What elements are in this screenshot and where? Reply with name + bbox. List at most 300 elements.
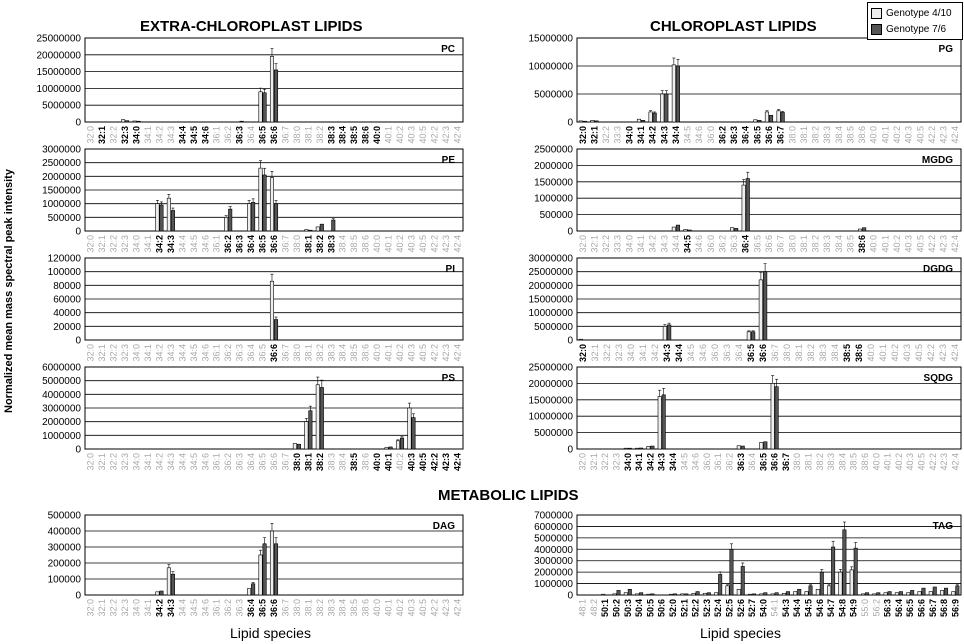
bar-mgdg-genotype-7-6-36-3 xyxy=(734,228,737,231)
bar-dgdg-genotype-4-10-36-5 xyxy=(747,332,751,340)
x-tick-label: 54:3 xyxy=(780,599,791,618)
x-tick-label: 36:3 xyxy=(234,126,245,145)
x-tick-label: 42:4 xyxy=(452,344,463,362)
panel-dgdg xyxy=(529,254,962,363)
y-tick-label: 7000000 xyxy=(534,510,573,522)
x-tick-label: 34:6 xyxy=(200,453,211,471)
y-tick-label: 2500000 xyxy=(42,158,81,170)
x-tick-label: 34:6 xyxy=(200,599,211,617)
x-tick-label: 34:0 xyxy=(131,453,142,471)
legend-swatch-dark xyxy=(871,24,882,35)
y-tick-label: 15000000 xyxy=(528,294,573,306)
y-tick-label: 15000000 xyxy=(528,395,573,407)
x-tick-label: 34:0 xyxy=(131,235,142,253)
x-tick-label: 40:3 xyxy=(902,344,912,362)
x-tick-label: 32:3 xyxy=(611,453,622,471)
bar-ps-genotype-4-10-40-1 xyxy=(385,448,388,449)
x-tick-label: 32:0 xyxy=(85,126,96,144)
bar-sqdg-genotype-7-6-34-0 xyxy=(628,448,631,449)
x-tick-label: 34:1 xyxy=(143,235,153,253)
x-tick-label: 34:4 xyxy=(177,453,188,471)
x-tick-label: 34:1 xyxy=(636,235,646,253)
bar-tag-genotype-4-10-56-9 xyxy=(952,592,955,595)
panel-pg xyxy=(529,34,962,145)
y-tick-label: 0 xyxy=(75,117,81,129)
x-tick-label: 40:5 xyxy=(417,126,428,144)
bar-tag-genotype-7-6-54-0 xyxy=(764,593,767,595)
x-tick-label: 38:6 xyxy=(360,344,371,362)
bar-tag-genotype-7-6-56-6 xyxy=(922,588,925,595)
bar-tag-genotype-4-10-54-7 xyxy=(827,586,830,595)
x-tick-label: 50:4 xyxy=(634,599,645,618)
x-tick-label: 32:1 xyxy=(97,126,108,145)
panel-title-pg: PG xyxy=(938,44,953,55)
x-tick-label: 38:5 xyxy=(845,126,856,144)
y-tick-label: 0 xyxy=(567,117,573,129)
x-tick-label: 38:6 xyxy=(857,235,868,254)
x-tick-label: 34:5 xyxy=(188,599,199,617)
x-tick-label: 33:3 xyxy=(612,235,623,253)
x-tick-label: 32:1 xyxy=(589,126,600,145)
x-tick-label: 36:0 xyxy=(701,453,712,471)
y-tick-label: 0 xyxy=(567,335,573,347)
x-tick-label: 38:6 xyxy=(360,453,371,471)
x-tick-label: 32:1 xyxy=(97,235,108,253)
x-tick-label: 34:3 xyxy=(165,235,176,254)
bar-pe-genotype-7-6-38-3 xyxy=(332,220,335,231)
y-tick-label: 0 xyxy=(75,335,81,347)
x-tick-label: 38:1 xyxy=(303,126,314,144)
x-tick-label: 54:7 xyxy=(826,599,837,618)
bar-sqdg-genotype-7-6-36-6 xyxy=(775,387,778,449)
x-tick-label: 36:2 xyxy=(724,453,735,471)
bar-pg-genotype-4-10-34-1 xyxy=(637,119,640,122)
y-tick-label: 4000000 xyxy=(534,544,573,556)
x-tick-label: 36:3 xyxy=(234,235,245,254)
x-tick-label: 38:3 xyxy=(822,126,833,144)
x-tick-label: 34:5 xyxy=(682,126,693,144)
x-tick-label: 32:3 xyxy=(120,599,131,617)
x-tick-label: 56:2 xyxy=(871,599,882,617)
bar-sqdg-genotype-7-6-34-3 xyxy=(662,395,665,449)
x-tick-label: 32:0 xyxy=(577,235,588,253)
y-tick-label: 500000 xyxy=(47,510,81,522)
x-tick-label: 50:3 xyxy=(622,599,633,618)
bar-pg-genotype-4-10-36-5 xyxy=(754,120,757,122)
x-tick-label: 36:5 xyxy=(752,126,763,145)
bar-tag-genotype-4-10-54-6 xyxy=(816,589,819,595)
plot-frame xyxy=(577,515,961,595)
x-tick-label: 36:2 xyxy=(717,126,728,145)
bar-mgdg-genotype-4-10-38-6 xyxy=(858,229,861,231)
bar-tag-genotype-4-10-52-2 xyxy=(692,593,695,595)
x-tick-label: 40:0 xyxy=(868,235,879,253)
x-tick-label: 42:3 xyxy=(939,453,950,471)
x-tick-label: 32:1 xyxy=(97,344,108,362)
bar-tag-genotype-7-6-52-4 xyxy=(718,574,721,595)
x-tick-label: 40:5 xyxy=(914,344,924,362)
bar-tag-genotype-4-10-54-8 xyxy=(839,572,842,595)
bar-ps-genotype-7-6-38-2 xyxy=(320,388,323,450)
x-tick-label: 40:3 xyxy=(406,453,417,472)
x-tick-label: 34:0 xyxy=(626,344,636,362)
y-tick-label: 10000000 xyxy=(528,411,573,423)
x-tick-label: 55:0 xyxy=(860,599,870,617)
x-tick-label: 32:0 xyxy=(85,599,96,617)
x-tick-label: 36:4 xyxy=(740,235,751,254)
y-tick-label: 0 xyxy=(567,444,573,456)
x-tick-label: 38:2 xyxy=(314,126,325,144)
bar-pe-genotype-4-10-38-2 xyxy=(316,227,319,231)
panel-ps xyxy=(42,363,463,472)
x-tick-label: 36:0 xyxy=(705,126,716,144)
bar-tag-genotype-7-6-54-3 xyxy=(786,592,789,595)
x-tick-label: 38:6 xyxy=(860,453,870,471)
x-tick-label: 38:0 xyxy=(291,453,302,472)
y-tick-label: 20000000 xyxy=(528,378,573,390)
bar-pc-genotype-4-10-36-6 xyxy=(270,56,273,122)
bar-pc-genotype-7-6-36-6 xyxy=(274,70,277,122)
x-tick-label: 40:2 xyxy=(892,126,902,144)
bar-ps-genotype-7-6-38-0 xyxy=(297,444,300,449)
x-tick-label: 38:3 xyxy=(326,599,337,617)
x-tick-label: 40:3 xyxy=(406,126,417,144)
legend xyxy=(867,2,963,40)
x-tick-label: 32:3 xyxy=(120,453,131,471)
x-tick-label: 38:1 xyxy=(798,126,809,144)
x-tick-label: 38:4 xyxy=(830,344,840,362)
x-tick-label: 38:1 xyxy=(303,235,314,254)
x-tick-label: 40:1 xyxy=(383,453,394,472)
y-tick-label: 5000000 xyxy=(534,89,573,101)
bar-ps-genotype-7-6-40-3 xyxy=(412,418,415,449)
y-tick-label: 2000000 xyxy=(42,171,81,183)
y-tick-label: 500000 xyxy=(47,212,81,224)
x-tick-label: 52:2 xyxy=(690,599,701,618)
x-tick-label: 34:1 xyxy=(143,599,153,617)
y-tick-label: 25000000 xyxy=(528,267,573,279)
x-tick-label: 38:2 xyxy=(810,235,821,253)
x-tick-label: 34:2 xyxy=(154,599,165,618)
bar-tag-genotype-4-10-55-0 xyxy=(861,594,864,595)
x-tick-label: 32:0 xyxy=(577,126,588,145)
bar-dag-genotype-4-10-34-3 xyxy=(167,568,170,595)
x-tick-label: 38:3 xyxy=(822,235,833,253)
bar-pe-genotype-4-10-34-2 xyxy=(156,204,159,231)
x-tick-label: 40:5 xyxy=(417,235,428,253)
x-tick-label: 36:3 xyxy=(729,126,740,145)
x-tick-label: 34:6 xyxy=(200,126,211,145)
x-tick-label: 38:5 xyxy=(349,235,360,253)
bar-tag-genotype-7-6-50-3 xyxy=(628,589,631,595)
x-tick-label: 36:2 xyxy=(717,235,728,253)
y-tick-label: 1000000 xyxy=(534,579,573,591)
x-tick-label: 52:3 xyxy=(701,599,712,618)
x-tick-label: 40:1 xyxy=(880,126,891,144)
bar-mgdg-genotype-7-6-36-4 xyxy=(746,179,749,231)
x-tick-label: 32:2 xyxy=(108,599,119,617)
bar-dag-genotype-4-10-36-5 xyxy=(259,555,262,595)
panel-mgdg xyxy=(534,145,961,254)
x-tick-label: 36:4 xyxy=(734,344,744,362)
x-tick-label: 38:6 xyxy=(360,599,371,617)
x-tick-label: 32:1 xyxy=(589,235,600,253)
x-tick-label: 42:4 xyxy=(950,235,961,253)
y-tick-label: 1000000 xyxy=(534,193,573,205)
bar-sqdg-genotype-4-10-34-2 xyxy=(647,446,650,449)
bar-pg-genotype-7-6-36-6 xyxy=(769,115,772,122)
x-tick-label: 34:5 xyxy=(686,344,696,362)
x-tick-label: 42:3 xyxy=(938,344,948,362)
bar-sqdg-genotype-7-6-36-5 xyxy=(764,442,767,449)
bar-tag-genotype-7-6-56-4 xyxy=(899,592,902,595)
x-tick-label: 54:9 xyxy=(848,599,859,618)
x-tick-label: 38:3 xyxy=(326,235,337,254)
x-tick-label: 38:2 xyxy=(314,344,325,362)
bar-tag-genotype-7-6-55-0 xyxy=(865,593,868,595)
bar-ps-genotype-4-10-38-2 xyxy=(316,385,319,449)
bar-tag-genotype-7-6-52-1 xyxy=(685,594,688,595)
x-tick-label: 50:6 xyxy=(656,599,667,618)
bar-tag-genotype-4-10-54-9 xyxy=(850,570,853,595)
x-tick-label: 36:3 xyxy=(234,344,245,362)
panel-pi xyxy=(48,254,463,363)
bar-pe-genotype-7-6-38-1 xyxy=(309,230,312,231)
y-tick-label: 5000000 xyxy=(42,100,81,112)
x-tick-label: 54:4 xyxy=(792,599,803,618)
x-tick-label: 38:4 xyxy=(337,453,348,471)
bar-tag-genotype-4-10-56-3 xyxy=(884,593,887,595)
y-tick-label: 100000 xyxy=(47,574,81,586)
x-tick-label: 34:6 xyxy=(694,126,705,144)
panel-title-ps: PS xyxy=(441,373,455,384)
x-tick-label: 40:0 xyxy=(372,599,383,617)
bar-dag-genotype-7-6-36-6 xyxy=(274,544,277,595)
legend-label-genotype-4-10: Genotype 4/10 xyxy=(886,7,952,19)
bar-dgdg-genotype-4-10-36-6 xyxy=(759,280,763,340)
bar-tag-genotype-4-10-50-2 xyxy=(613,594,616,595)
x-tick-label: 34:6 xyxy=(694,235,705,253)
x-tick-label: 38:6 xyxy=(854,344,864,363)
x-tick-label: 32:3 xyxy=(120,344,131,362)
x-tick-label: 38:6 xyxy=(857,126,868,144)
panel-title-dgdg: DGDG xyxy=(923,264,953,275)
plot-frame xyxy=(577,38,961,122)
x-tick-label: 38:0 xyxy=(792,453,803,471)
x-tick-label: 38:1 xyxy=(303,599,314,617)
y-tick-label: 15000000 xyxy=(36,67,81,79)
x-tick-label: 38:1 xyxy=(803,453,814,471)
x-tick-label: 38:1 xyxy=(798,235,809,253)
x-tick-label: 36:7 xyxy=(280,599,291,617)
x-tick-label: 40:0 xyxy=(866,344,876,362)
x-tick-label: 34:2 xyxy=(154,344,165,362)
x-tick-label: 36:6 xyxy=(764,235,774,253)
bar-tag-genotype-7-6-52-6 xyxy=(741,566,744,595)
x-tick-label: 32:0 xyxy=(578,344,588,363)
x-tick-label: 38:4 xyxy=(337,126,348,145)
x-tick-label: 36:7 xyxy=(280,453,291,471)
x-tick-label: 38:2 xyxy=(806,344,816,362)
panel-dag xyxy=(48,511,463,618)
bar-pe-genotype-7-6-34-3 xyxy=(171,211,174,232)
bar-tag-genotype-7-6-50-2 xyxy=(617,590,620,595)
x-tick-label: 56:5 xyxy=(905,599,916,618)
y-tick-label: 5000000 xyxy=(534,428,573,440)
bar-pg-genotype-4-10-36-6 xyxy=(765,112,768,122)
x-tick-label: 38:0 xyxy=(291,126,302,144)
bar-pg-genotype-7-6-36-7 xyxy=(781,112,784,122)
x-tick-label: 56:6 xyxy=(916,599,927,618)
y-tick-label: 120000 xyxy=(47,253,81,265)
x-tick-label: 38:4 xyxy=(837,453,848,471)
x-tick-label: 52:7 xyxy=(747,599,758,618)
y-tick-label: 25000000 xyxy=(36,33,81,45)
x-tick-label: 52:1 xyxy=(679,599,690,618)
x-tick-label: 38:3 xyxy=(826,453,837,471)
bar-tag-genotype-4-10-50-4 xyxy=(635,594,638,595)
x-tick-label: 42:2 xyxy=(429,599,440,617)
x-tick-label: 36:2 xyxy=(223,235,234,254)
y-tick-label: 2000000 xyxy=(534,160,573,172)
x-tick-label: 38:5 xyxy=(349,344,360,362)
x-tick-label: 38:0 xyxy=(787,235,798,253)
y-tick-label: 0 xyxy=(75,226,81,238)
x-tick-label: 40:0 xyxy=(871,453,882,471)
legend-label-genotype-7-6: Genotype 7/6 xyxy=(886,23,947,35)
x-tick-label: 38:5 xyxy=(845,235,856,253)
x-tick-label: 34:5 xyxy=(188,344,199,362)
x-tick-label: 40:2 xyxy=(395,453,405,471)
x-tick-label: 40:3 xyxy=(903,126,914,144)
x-tick-label: 32:0 xyxy=(577,453,588,471)
x-tick-label: 34:1 xyxy=(634,453,645,472)
x-tick-label: 34:5 xyxy=(679,453,690,471)
x-tick-label: 40:2 xyxy=(892,235,902,253)
bar-pc-genotype-4-10-34-0 xyxy=(133,121,136,122)
x-tick-label: 34:2 xyxy=(154,235,165,254)
x-tick-label: 40:1 xyxy=(383,235,394,253)
x-tick-label: 38:2 xyxy=(810,126,821,144)
x-tick-label: 34:4 xyxy=(177,126,188,145)
bar-dag-genotype-4-10-36-4 xyxy=(247,589,250,595)
bar-tag-genotype-7-6-56-5 xyxy=(910,590,913,595)
y-tick-label: 25000000 xyxy=(528,362,573,374)
x-tick-label: 36:7 xyxy=(775,235,786,253)
bar-tag-genotype-4-10-50-3 xyxy=(624,593,627,595)
x-tick-label: 54:5 xyxy=(803,599,814,618)
x-tick-label: 36:5 xyxy=(257,235,268,254)
y-tick-label: 5000000 xyxy=(534,321,573,333)
x-tick-label: 42:4 xyxy=(950,453,961,471)
x-tick-label: 38:2 xyxy=(314,235,325,254)
x-tick-label: 42:2 xyxy=(926,344,936,362)
x-tick-label: 48:1 xyxy=(577,599,588,617)
x-tick-label: 36:1 xyxy=(211,126,222,144)
x-tick-label: 32:2 xyxy=(601,126,612,144)
x-tick-label: 34:4 xyxy=(668,453,678,472)
bar-tag-genotype-7-6-52-0 xyxy=(673,594,676,595)
bar-pe-genotype-7-6-36-5 xyxy=(263,175,266,231)
bar-sqdg-genotype-4-10-34-0 xyxy=(624,448,627,449)
x-tick-label: 36:1 xyxy=(211,344,222,362)
x-tick-label: 40:0 xyxy=(868,126,879,144)
x-tick-label: 54:1 xyxy=(769,599,780,617)
y-tick-label: 400000 xyxy=(47,526,81,538)
x-tick-label: 40:2 xyxy=(890,344,900,362)
x-tick-label: 40:1 xyxy=(383,126,394,144)
bar-tag-genotype-4-10-54-0 xyxy=(760,594,763,595)
bar-tag-genotype-4-10-52-1 xyxy=(681,594,684,595)
bar-pe-genotype-7-6-36-4 xyxy=(251,202,254,231)
x-tick-label: 40:3 xyxy=(406,599,417,617)
x-tick-label: 34:6 xyxy=(200,344,211,362)
bar-sqdg-genotype-4-10-34-1 xyxy=(635,448,638,449)
x-tick-label: 38:3 xyxy=(818,344,828,362)
x-tick-label: 34:1 xyxy=(143,126,153,144)
x-tick-label: 36:6 xyxy=(269,344,279,363)
x-tick-label: 36:7 xyxy=(775,126,786,145)
x-tick-label: 34:1 xyxy=(143,453,153,471)
bar-tag-genotype-4-10-56-7 xyxy=(929,592,932,595)
bar-tag-genotype-4-10-56-4 xyxy=(895,593,898,595)
bar-sqdg-genotype-7-6-34-1 xyxy=(639,448,642,449)
bar-pg-genotype-7-6-32-1 xyxy=(595,121,598,122)
x-tick-label: 54:8 xyxy=(837,599,848,618)
bar-pc-genotype-7-6-32-3 xyxy=(125,121,128,122)
x-tick-label: 36:3 xyxy=(722,344,732,362)
x-tick-label: 36:7 xyxy=(770,344,780,362)
x-tick-label: 36:4 xyxy=(246,453,257,471)
x-tick-label: 34:4 xyxy=(177,599,188,617)
x-tick-label: 32:0 xyxy=(85,453,96,471)
y-tick-label: 1000000 xyxy=(42,199,81,211)
bar-tag-genotype-4-10-54-4 xyxy=(794,592,797,595)
bar-mgdg-genotype-4-10-34-5 xyxy=(684,229,687,231)
x-tick-label: 40:0 xyxy=(372,344,383,362)
x-tick-label: 34:5 xyxy=(188,235,199,253)
y-tick-label: 3000000 xyxy=(534,556,573,568)
bar-ps-genotype-4-10-38-0 xyxy=(293,444,296,449)
x-tick-label: 34:3 xyxy=(165,453,176,471)
x-tick-label: 34:3 xyxy=(165,126,176,144)
bar-tag-genotype-7-6-56-3 xyxy=(888,592,891,595)
x-tick-label: 38:1 xyxy=(303,344,314,362)
bar-pe-genotype-4-10-38-1 xyxy=(305,230,308,231)
x-tick-label: 42:2 xyxy=(927,453,938,471)
x-tick-label: 32:1 xyxy=(97,599,108,617)
y-tick-label: 30000000 xyxy=(528,253,573,265)
x-tick-label: 38:0 xyxy=(787,126,798,144)
x-tick-label: 42:2 xyxy=(926,235,937,253)
x-tick-label: 32:2 xyxy=(108,126,119,144)
bar-pg-genotype-7-6-34-3 xyxy=(665,94,668,122)
x-tick-label: 42:2 xyxy=(429,344,440,362)
x-tick-label: 38:0 xyxy=(291,235,302,253)
y-tick-label: 20000000 xyxy=(528,280,573,292)
section-title-metabolic: METABOLIC LIPIDS xyxy=(438,487,579,504)
bar-tag-genotype-4-10-52-4 xyxy=(714,593,717,595)
x-tick-label: 34:2 xyxy=(647,126,658,145)
bar-tag-genotype-7-6-54-7 xyxy=(831,547,834,595)
bar-sqdg-genotype-7-6-34-2 xyxy=(651,446,654,449)
x-tick-label: 32:0 xyxy=(85,235,96,253)
x-tick-label: 42:4 xyxy=(452,126,463,144)
x-tick-label: 38:3 xyxy=(326,453,337,471)
x-tick-label: 34:3 xyxy=(656,453,667,472)
x-tick-label: 38:4 xyxy=(337,599,348,617)
bar-sqdg-genotype-4-10-36-5 xyxy=(760,442,763,449)
